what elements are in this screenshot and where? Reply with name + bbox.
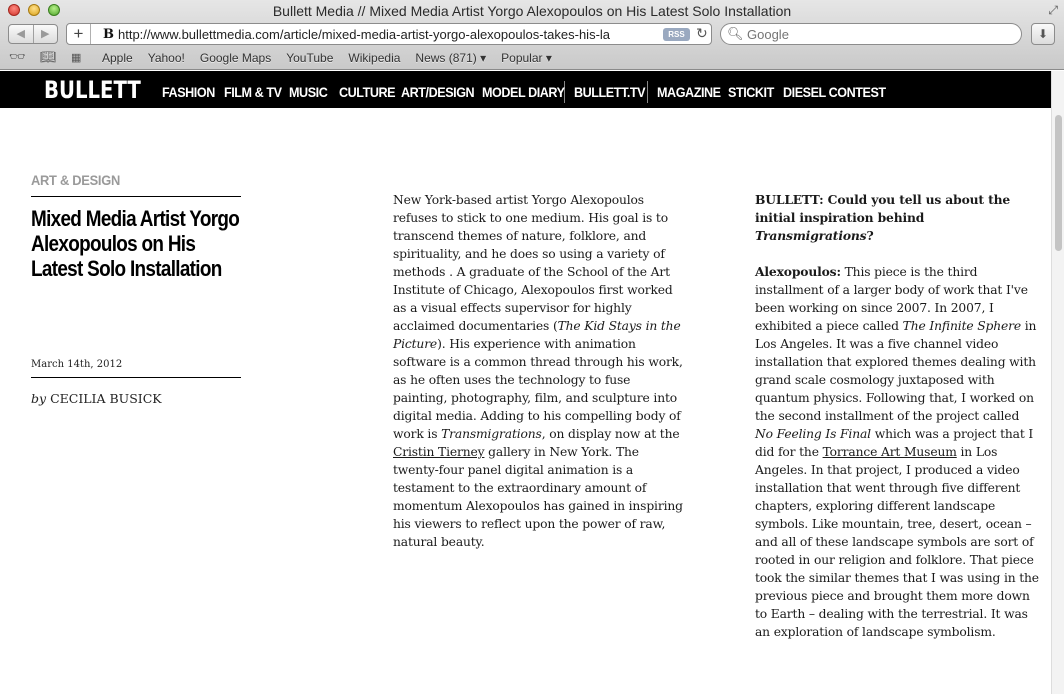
bookmark-item[interactable]: Google Maps [199, 51, 272, 65]
downloads-button[interactable]: ⬇ [1031, 23, 1055, 45]
intro-text: New York-based artist Yorgo Alexopoulos refuses to stick to one medium. His goal is to transcend themes of nature, folklore, and spirituality, and he does so using a variety of methods . A graduate of the School of the Art Institute of Chicago, Alexopoulos first worked as a visual effects supervisor for highly acclaimed documentaries ( [393, 193, 673, 333]
nav-model-diary[interactable]: MODEL DIARY [481, 84, 565, 100]
bookmark-item[interactable]: YouTube [286, 51, 334, 65]
site-favicon: B [103, 27, 114, 42]
page-scrollbar[interactable] [1051, 71, 1064, 694]
add-bookmark-icon[interactable]: + [67, 24, 91, 44]
forward-icon[interactable]: ▶ [41, 28, 50, 40]
answer-text: which was a project that I did for the [755, 427, 1034, 459]
title-bar [0, 0, 1064, 21]
article-title: Mixed Media Artist Yorgo Alexopoulos on His Latest Solo Installation [31, 206, 240, 281]
article-date: March 14th, 2012 [31, 359, 123, 370]
reading-list-icon[interactable]: 👓︎ [9, 49, 26, 64]
search-icon: 🔍︎ [727, 26, 744, 41]
nav-menu [162, 81, 886, 103]
browser-toolbar [0, 22, 1064, 46]
work-title: Transmigrations [441, 427, 542, 441]
bookmarks-bar [0, 49, 1064, 67]
nav-divider [647, 81, 648, 103]
scrollbar-thumb[interactable] [1055, 115, 1062, 251]
interview-question [755, 192, 1010, 243]
search-input[interactable] [747, 25, 1007, 43]
work-title: The Infinite Sphere [902, 319, 1022, 333]
byline-prefix: by [31, 391, 47, 406]
nav-art-design[interactable]: ART/DESIGN [401, 84, 475, 100]
answer-text: in Los Angeles. In that project, I produced a video installation that went through five different chapters, exploring different landscape symbols. Like mountain, tree, desert, ocean – and all of these landscape symbols are sort of rooted in our religion and folklore. That piece took the similar themes that I was using in the previous piece and brought them more down to Earth – dealing with the terrestrial. It was an exploration of landscape symbolism. [755, 445, 1039, 639]
browser-chrome [0, 0, 1064, 70]
nav-film-tv[interactable]: FILM & TV [223, 84, 282, 100]
fullscreen-icon[interactable]: ⤢ [1048, 3, 1058, 17]
reload-icon[interactable]: ↻ [696, 25, 708, 41]
interview-answer [755, 263, 1040, 641]
site-navigation [0, 71, 1051, 108]
work-title: No Feeling Is Final [755, 427, 871, 441]
rss-badge[interactable]: RSS [663, 28, 690, 41]
nav-diesel-contest[interactable]: DIESEL CONTEST [782, 84, 886, 100]
back-icon[interactable]: ◀ [9, 25, 34, 43]
top-sites-grid-icon[interactable]: ▦ [71, 52, 82, 64]
nav-music[interactable]: MUSIC [289, 84, 328, 100]
bookmark-item[interactable]: News (871) ▾ [415, 51, 487, 65]
question-text: ? [866, 228, 874, 243]
divider [31, 196, 241, 197]
film-title: The Kid Stays in the Picture [393, 319, 681, 351]
author-name[interactable]: CECILIA BUSICK [50, 391, 162, 406]
intro-text: gallery in New York. The twenty-four panel digital animation is a testament to the extraordinary amount of momentum Alexopoulos has gained in inspiring his viewers to reflect upon the power of raw, natural beauty. [393, 445, 683, 549]
paragraph-gap [755, 245, 1040, 263]
url-text[interactable]: http://www.bullettmedia.com/article/mixed-media-artist-yorgo-alexopoulos-takes-his-la [118, 27, 611, 42]
interview-column [755, 191, 1040, 641]
divider [31, 377, 241, 378]
answer-text: in Los Angeles. It was a five channel video installation that explored themes dealing with grand scale cosmology juxtaposed with quantum physics. Following that, I worked on the second installment of the project called [755, 319, 1037, 423]
bookmark-item[interactable]: Wikipedia [348, 51, 401, 65]
nav-bullett-tv[interactable]: BULLETT.TV [574, 84, 646, 100]
answer-text: This piece is the third installment of a larger body of work that I've been working on since 2007. In 2007, I exhibited a piece called [755, 265, 1028, 333]
speaker-label: Alexopoulos: [755, 264, 841, 279]
intro-text: ). His experience with animation software is a common thread through his work, as he often uses the technology to fuse painting, photography, film, and sculpture into digital media. Adding to his compelling body of work is [393, 337, 683, 441]
nav-stickit[interactable]: STICKIT [728, 84, 774, 100]
address-bar[interactable] [66, 23, 712, 45]
bookmark-item[interactable]: Yahoo! [147, 51, 185, 65]
history-navigation [8, 24, 58, 44]
nav-fashion[interactable]: FASHION [162, 84, 215, 100]
question-text: BULLETT: Could you tell us about the initial inspiration behind [755, 192, 1011, 225]
nav-culture[interactable]: CULTURE [338, 84, 395, 100]
window-title: Bullett Media // Mixed Media Artist Yorgo Alexopoulos on His Latest Solo Installation [272, 3, 792, 19]
bookmark-item[interactable]: Popular ▾ [501, 51, 552, 65]
article-category[interactable]: ART & DESIGN [31, 172, 121, 188]
byline [31, 391, 162, 406]
nav-magazine[interactable]: MAGAZINE [656, 84, 721, 100]
intro-text: , on display now at the [541, 427, 680, 441]
article-intro [393, 191, 683, 551]
bookmark-list [102, 51, 552, 65]
search-field[interactable] [720, 23, 1022, 45]
question-work-title: Transmigrations [755, 228, 867, 243]
bookmarks-book-icon[interactable]: 📖︎ [40, 49, 57, 64]
museum-link[interactable]: Torrance Art Museum [822, 445, 957, 459]
bookmark-item[interactable]: Apple [102, 51, 133, 65]
gallery-link[interactable]: Cristin Tierney [393, 445, 485, 459]
site-logo[interactable]: BULLETT [44, 76, 141, 104]
